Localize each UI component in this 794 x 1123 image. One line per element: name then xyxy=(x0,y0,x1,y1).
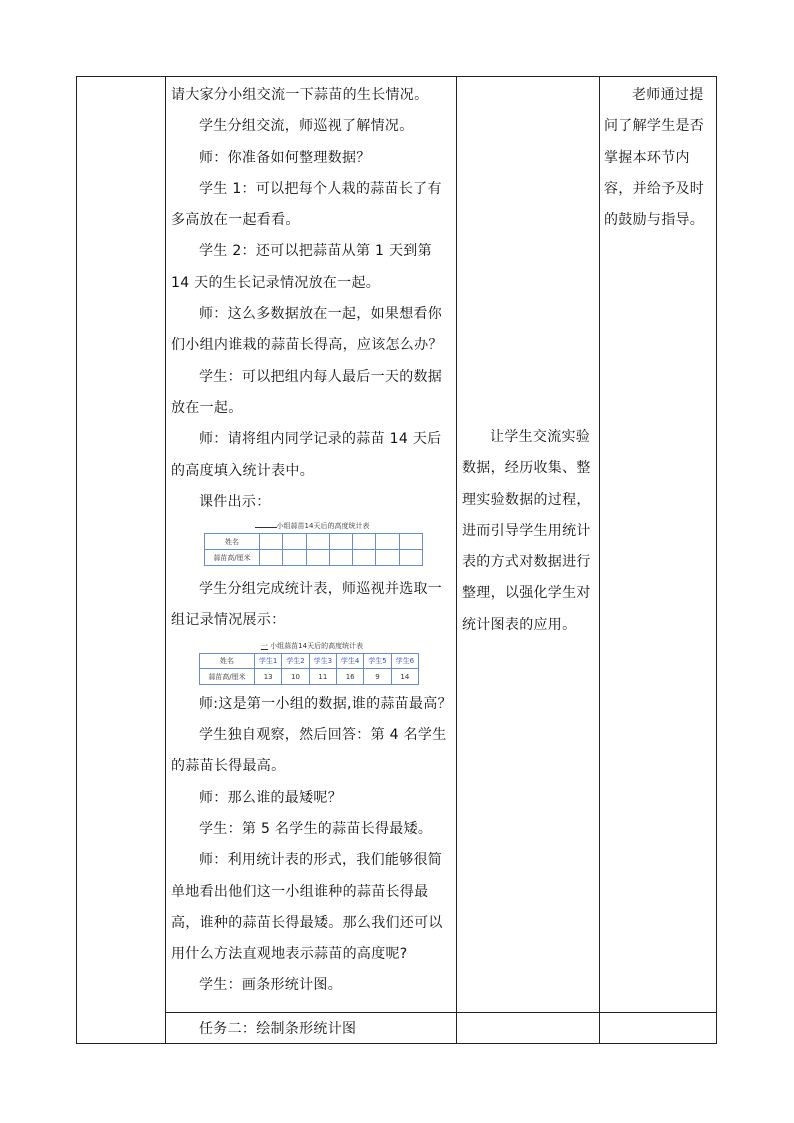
table-cell: 9 xyxy=(364,669,391,685)
text-line: 学生分组完成统计表，师巡视并选取一组记录情况展示： xyxy=(171,581,443,629)
text-line: 任务二：绘制条形统计图 xyxy=(199,1021,357,1037)
filled-stat-table xyxy=(171,641,453,685)
table-cell: 蒜苗高/厘米 xyxy=(200,669,255,685)
text-line: 学生 2：还可以把蒜苗从第 1 天到第 14 天的生长记录情况放在一起。 xyxy=(171,243,432,291)
blank-stat-table xyxy=(171,521,453,566)
design-intent-column xyxy=(462,422,594,641)
text-line: 师:这是第一小组的数据,谁的蒜苗最高？ xyxy=(199,695,452,712)
table-cell: 14 xyxy=(391,669,418,685)
table-caption: 小组蒜苗14天后的高度统计表 xyxy=(171,521,453,531)
column-divider xyxy=(599,76,600,1044)
table-cell: 姓名 xyxy=(205,534,260,550)
row-divider xyxy=(165,1012,717,1013)
text-line: 老师通过提问了解学生是否掌握本环节内容，并给予及时的鼓励与指导。 xyxy=(604,87,705,229)
text-line: 学生：可以把组内每人最后一天的数据放在一起。 xyxy=(171,368,443,416)
table-cell: 学生1 xyxy=(255,653,282,669)
table-cell: 学生2 xyxy=(282,653,309,669)
table-caption: 一 小组蒜苗14天后的高度统计表 xyxy=(260,641,364,650)
table-cell: 学生5 xyxy=(364,653,391,669)
table-cell: 姓名 xyxy=(200,653,255,669)
table-cell: 16 xyxy=(336,669,363,685)
text-line: 学生 1：可以把每个人栽的蒜苗长了有多高放在一起看看。 xyxy=(171,180,442,229)
text-line: 请大家分小组交流一下蒜苗的生长情况。 xyxy=(171,87,429,103)
column-divider xyxy=(165,76,166,1044)
text-line: 让学生交流实验数据，经历收集、整理实验数据的过程，进而引导学生用统计表的方式对数据进行整理，以强化学生对统计图表的应用。 xyxy=(462,429,591,633)
text-line: 学生：第 5 名学生的蒜苗长得最矮。 xyxy=(199,820,433,837)
table-cell: 学生3 xyxy=(309,653,336,669)
column-divider xyxy=(456,76,457,1044)
text-line: 师：那么谁的最矮呢？ xyxy=(199,789,342,806)
table-cell: 蒜苗高/厘米 xyxy=(205,550,260,566)
text-line: 学生：画条形统计图。 xyxy=(199,977,342,994)
table-cell: 学生6 xyxy=(391,653,418,669)
table-cell: 11 xyxy=(309,669,336,685)
text-line: 学生分组交流，师巡视了解情况。 xyxy=(199,118,414,135)
text-line: 师：你准备如何整理数据？ xyxy=(199,149,371,166)
stat-table xyxy=(204,533,423,566)
text-line: 师：请将组内同学记录的蒜苗 14 天后的高度填入统计表中。 xyxy=(171,431,442,479)
table-cell: 10 xyxy=(282,669,309,685)
stat-table xyxy=(199,653,419,685)
text-line: 课件出示： xyxy=(199,493,271,510)
table-cell: 13 xyxy=(255,669,282,685)
evaluation-column xyxy=(604,80,714,236)
task-two-row xyxy=(171,1014,356,1045)
table-cell: 学生4 xyxy=(336,653,363,669)
text-line: 师：这么多数据放在一起，如果想看你们小组内谁栽的蒜苗长得高，应该怎么办？ xyxy=(171,306,443,354)
teaching-process-column xyxy=(171,80,453,1002)
text-line: 学生独自观察，然后回答：第 4 名学生的蒜苗长得最高。 xyxy=(171,727,447,775)
text-line: 师：利用统计表的形式，我们能够很简单地看出他们这一小组谁种的蒜苗长得最高，谁种的蒜苗长得最矮。那么我们还可以用什么方法直观地表示蒜苗的高度呢? xyxy=(171,852,443,963)
